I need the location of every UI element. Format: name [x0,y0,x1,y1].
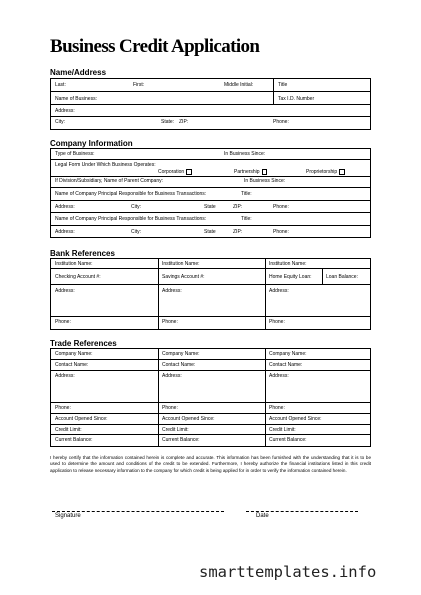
corporation-checkbox[interactable] [186,169,192,175]
business-type-field[interactable]: Type of Business: [55,151,95,157]
bank-institution-row [51,259,370,269]
principal-zip-field-2[interactable]: ZIP: [233,229,243,235]
trade3-company-field[interactable]: Company Name: [269,351,307,357]
principal-title-field[interactable]: Title: [241,191,252,197]
name-address-box [50,78,371,130]
last-name-field[interactable]: Last: [55,82,66,88]
divider [273,79,274,91]
partnership-checkbox[interactable] [262,169,268,175]
page-title: Business Credit Application [50,36,260,57]
zip-field[interactable]: ZIP: [179,119,189,125]
proprietorship-checkbox[interactable] [339,169,345,175]
divider [273,92,274,104]
date-label: Date [256,513,269,519]
home-equity-field[interactable]: Home Equity Loan: [269,274,312,280]
parent-company-field[interactable]: If Division/Subsidiary, Name of Parent Company: [55,178,164,184]
trade2-limit-field[interactable]: Credit Limit: [162,427,189,433]
trade1-company-field[interactable]: Company Name: [55,351,93,357]
tax-id-field[interactable]: Tax I.D. Number [278,96,315,102]
phone-field[interactable]: Phone: [273,119,289,125]
parent-since-field[interactable]: In Business Since: [244,178,286,184]
trade2-contact-field[interactable]: Contact Name: [162,362,196,368]
principal-row-1 [51,188,370,201]
trade3-phone-field[interactable]: Phone: [269,405,285,411]
trade3-limit-field[interactable]: Credit Limit: [269,427,296,433]
address-field[interactable]: Address: [55,108,75,114]
bank1-address-field[interactable]: Address: [55,288,75,294]
signature-label: Signature [55,513,81,519]
principal-row-2 [51,213,370,226]
principal-name-field[interactable]: Name of Company Principal Responsible for Business Transactions: [55,191,207,197]
trade1-address-field[interactable]: Address: [55,373,75,379]
proprietorship-option[interactable]: Proprietorship [306,169,345,175]
business-row [51,92,370,105]
date-line[interactable] [246,511,358,512]
address-row [51,105,370,117]
bank1-institution-field[interactable]: Institution Name: [55,261,93,267]
principal-state-field-2[interactable]: State [204,229,216,235]
trade1-limit-field[interactable]: Credit Limit: [55,427,82,433]
certification-text: I hereby certify that the information contained herein is complete and accurate. This information has been furnished with the understanding that it is to be used to determine the amount and conditions of the credit to be extended. Furthermore, I hereby authorize the financial institutions listed in this credit application to release necessary information to the company for which credit is being applied for in order to verify the information contained herein. [50,455,371,473]
principal-address-field[interactable]: Address: [55,204,75,210]
principal-state-field[interactable]: State [204,204,216,210]
state-field[interactable]: State: [161,119,175,125]
corporation-option[interactable]: Corporation [158,169,192,175]
bank-phone-row [51,317,370,328]
trade3-balance-field[interactable]: Current Balance: [269,437,307,443]
principal-title-field-2[interactable]: Title: [241,216,252,222]
checking-account-field[interactable]: Checking Account #: [55,274,101,280]
bank1-phone-field[interactable]: Phone: [55,319,71,325]
section-heading-name-address: Name/Address [50,68,107,77]
city-row [51,117,370,128]
bank2-phone-field[interactable]: Phone: [162,319,178,325]
trade1-balance-field[interactable]: Current Balance: [55,437,93,443]
section-heading-bank: Bank References [50,249,115,258]
watermark: smarttemplates.info [199,563,377,581]
section-heading-trade: Trade References [50,339,117,348]
bank-address-row [51,285,370,317]
trade2-opened-field[interactable]: Account Opened Since: [162,416,215,422]
principal-address-row-1 [51,201,370,213]
principal-city-field[interactable]: City: [131,204,141,210]
type-row [51,149,370,160]
principal-address-row-2 [51,226,370,238]
in-business-since-field[interactable]: In Business Since: [224,151,266,157]
bank-references-box [50,258,371,330]
city-field[interactable]: City: [55,119,65,125]
trade3-contact-field[interactable]: Contact Name: [269,362,303,368]
trade2-company-field[interactable]: Company Name: [162,351,200,357]
bank2-institution-field[interactable]: Institution Name: [162,261,200,267]
bank3-phone-field[interactable]: Phone: [269,319,285,325]
trade-address-row [51,371,370,403]
trade2-phone-field[interactable]: Phone: [162,405,178,411]
section-heading-company: Company Information [50,139,133,148]
legal-form-row [51,160,370,177]
principal-address-field-2[interactable]: Address: [55,229,75,235]
trade1-opened-field[interactable]: Account Opened Since: [55,416,108,422]
bank3-address-field[interactable]: Address: [269,288,289,294]
middle-initial-field[interactable]: Middle Initial: [224,82,254,88]
legal-form-label: Legal Form Under Which Business Operates: [55,162,156,168]
loan-balance-field[interactable]: Loan Balance: [326,274,358,280]
trade3-opened-field[interactable]: Account Opened Since: [269,416,322,422]
trade-contact-row [51,360,370,371]
savings-account-field[interactable]: Savings Account #: [162,274,205,280]
trade-balance-row [51,435,370,445]
trade-references-box [50,348,371,447]
company-box [50,148,371,238]
trade1-phone-field[interactable]: Phone: [55,405,71,411]
trade2-balance-field[interactable]: Current Balance: [162,437,200,443]
trade-limit-row [51,425,370,435]
business-name-field[interactable]: Name of Business: [55,96,97,102]
trade-phone-row [51,403,370,414]
trade1-contact-field[interactable]: Contact Name: [55,362,89,368]
division-row [51,177,370,188]
principal-phone-field[interactable]: Phone: [273,204,289,210]
title-field[interactable]: Title [278,82,288,88]
partnership-option[interactable]: Partnership [234,169,267,175]
principal-phone-field-2[interactable]: Phone: [273,229,289,235]
trade-company-row [51,349,370,360]
trade2-address-field[interactable]: Address: [162,373,182,379]
bank3-institution-field[interactable]: Institution Name: [269,261,307,267]
name-row [51,79,370,92]
principal-city-field-2[interactable]: City: [131,229,141,235]
trade-opened-row [51,414,370,425]
signature-line[interactable] [52,511,224,512]
principal-name-field-2[interactable]: Name of Company Principal Responsible for Business Transactions: [55,216,207,222]
first-name-field[interactable]: First: [133,82,145,88]
trade3-address-field[interactable]: Address: [269,373,289,379]
bank2-address-field[interactable]: Address: [162,288,182,294]
bank-account-row [51,269,370,285]
principal-zip-field[interactable]: ZIP: [233,204,243,210]
